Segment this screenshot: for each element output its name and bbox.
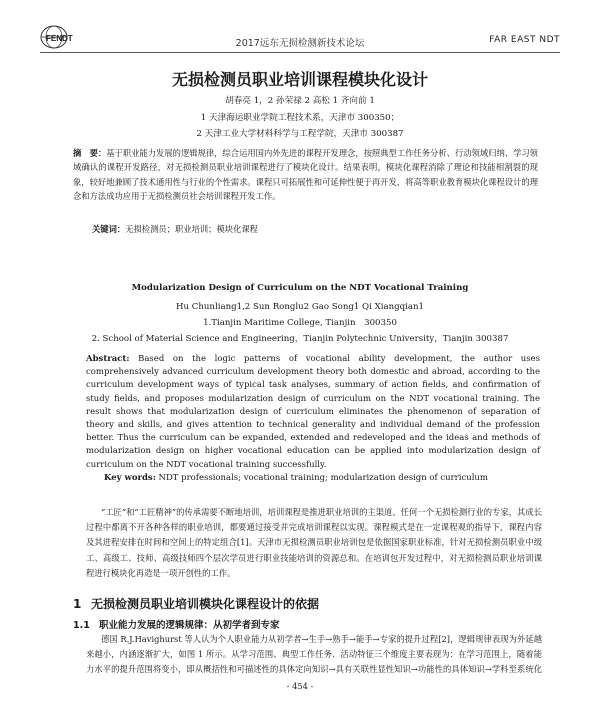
section-1-1-paragraph: 德国 R.J.Havighurst 等人认为个人职业能力从初学者→生手→熟手→能手→专家的提升过程[2]，逻辑规律表现为外延越来越小，内涵逐渐扩大，如图 1 所示。从学习范围、典型工作任务、活动特征三个维度主要表现为：在学习范围上，随着能力水平的提升范围将变小，即从概括性和可描述性的具体定向知识→具有关联性显性知识→功能性的具体知识→学科至系统化 (86, 634, 542, 675)
abstract-en-label: Abstract: (86, 354, 130, 364)
authors-cn: 胡春亮 1，2 孙荣禄 2 高松 1 齐向前 1 (225, 96, 375, 106)
page-number: - 454 - (286, 681, 314, 691)
abstract-cn (73, 146, 538, 203)
keywords-en-text: NDT professionals; vocational training; modularization design of curriculum (158, 473, 488, 483)
intro-paragraph: “工匠”和“工匠精神”的传承需要不断地培训，培训课程是推进职业培训的主渠道。任何一个无损检测行业的专家，其成长过程中都离不开各种各样的职业培训，都要通过接受并完成培训课程以实现。课程模式是在一定课程观的指导下，课程内容及其进程安排在时间和空间上的特定组合[1]。天津市无损检测员职业培训包是依据国家职业标准，针对无损检测员职业中级工、高级工、技师、高级技师四个层次学员进行职业技能培训的资源总和。在培训包开发过程中，对无损检测员职业培训课程进行模块化再造是一项开创性的工作。 (86, 507, 542, 578)
keywords-en-label: Key words: (104, 473, 156, 483)
paper-title-cn: 无损检测员职业培训课程模块化设计 (171, 70, 428, 89)
section-1-number: 1 (73, 597, 82, 611)
affiliation-cn-1: 1 天津海运职业学院工程技术系，天津市 300350； (200, 113, 400, 123)
affiliation-en-2: 2. School of Material Science and Engineering，Tianjin Polytechnic University，Tianjin 300387 (91, 334, 509, 344)
brand-name: FAR EAST NDT (489, 35, 560, 45)
keywords-en (104, 473, 540, 483)
conference-name: 2017远东无损检测新技术论坛 (235, 38, 365, 49)
keywords-cn-text: 无损检测员；职业培训；模块化课程 (125, 224, 258, 234)
abstract-cn-label: 摘 要： (73, 148, 107, 158)
affiliation-cn-2: 2 天津工业大学材料科学与工程学院，天津市 300387 (196, 129, 404, 139)
svg-text:FENDT: FENDT (46, 34, 73, 43)
paper-title-en: Modularization Design of Curriculum on the NDT Vocational Training (131, 283, 469, 293)
abstract-en-text: Based on the logic patterns of vocational ability development, the author uses comprehensively advanced curriculum development theory both domestic and abroad, according to the curriculum development ways of typical task analyses, summary of action fields, and confirmation of study fields, and proposes modularization design of curriculum on the NDT vocational training. The result shows that modularization design of curriculum eliminates the phenomenon of separation of theory and skills, and gives attention to technical generality and individual demand of the profession better. Thus the curriculum can be expanded, extended and redeveloped and the ideas and methods of modularization design on higher vocational education can be applied into modularization design of curriculum on the NDT vocational training successfully. (86, 354, 541, 470)
section-1-1-number: 1.1 (73, 620, 90, 631)
abstract-en (86, 353, 540, 472)
keywords-cn-label: 关键词： (92, 224, 126, 234)
section-1-1-title: 职业能力发展的逻辑规律：从初学者到专家 (99, 620, 280, 631)
affiliation-en-1: 1.Tianjin Maritime College, Tianjin 300350 (203, 318, 397, 328)
section-1-title: 无损检测员职业培训模块化课程设计的依据 (91, 597, 320, 611)
abstract-cn-text: 基于职业能力发展的逻辑规律，综合运用国内外先进的课程开发理念，按照典型工作任务分析、行动领域归纳、学习领域确认的课程开发路径，对无损检测员职业培训课程进行了模块化设计。结果表明，模块化课程消除了理论和技能相割裂的现象，较好地兼顾了技术通用性与行业的个性需求。课程只可拓展性和可延伸性便于再开发，将高等职业教育模块化课程设计的理念和方法成功应用于无损检测员社会培训课程开发工作。 (73, 148, 538, 201)
section-1-1-heading (73, 617, 280, 631)
authors-en: Hu Chunliang1,2 Sun Ronglu2 Gao Song1 Qi Xiangqian1 (176, 302, 424, 312)
page-header (40, 30, 560, 53)
section-1-heading (73, 595, 319, 612)
keywords-cn (92, 223, 538, 235)
